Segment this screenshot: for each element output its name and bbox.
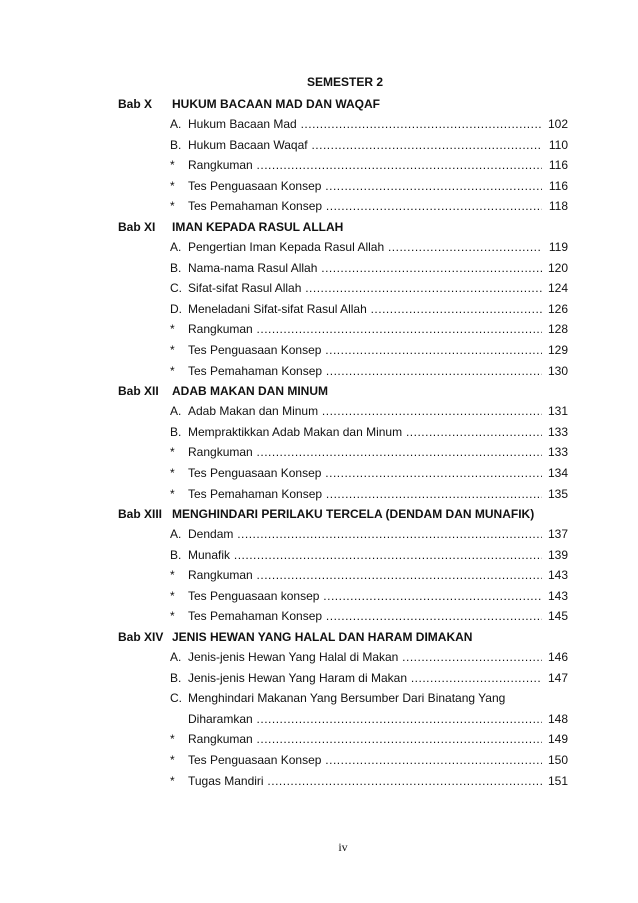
table-of-contents — [118, 94, 568, 791]
entry-title: Rangkuman ..... — [188, 319, 542, 340]
entry-title: Menghindari Makanan Yang Bersumber Dari Binatang Yang — [188, 691, 506, 706]
entry-marker: * — [170, 322, 175, 337]
entry-title: Tes Pemahaman Konsep ..... — [188, 196, 542, 217]
entry-page-number: 124 — [547, 281, 568, 296]
entry-title: Tes Penguasaan konsep ..... — [188, 586, 542, 607]
entry-marker: * — [170, 342, 175, 357]
entry-marker: C. — [170, 691, 182, 706]
entry-page-number: 102 — [547, 117, 568, 131]
entry-page-number: 130 — [547, 363, 568, 378]
toc-entry[interactable] — [118, 565, 568, 586]
entry-page-number: 133 — [547, 424, 568, 439]
toc-entry[interactable] — [118, 196, 568, 217]
toc-entry[interactable] — [118, 729, 568, 750]
entry-title: Tes Penguasaan Konsep ..... — [188, 463, 542, 484]
entry-title: Pengertian Iman Kepada Rasul Allah ..... — [188, 237, 542, 258]
entry-title: Adab Makan dan Minum ..... — [188, 401, 542, 422]
entry-page-number: 146 — [547, 650, 568, 665]
chapter-number: Bab XII — [118, 384, 159, 399]
entry-marker: * — [170, 588, 175, 603]
toc-entry[interactable] — [118, 340, 568, 361]
toc-entry[interactable] — [118, 606, 568, 627]
toc-entry[interactable] — [118, 586, 568, 607]
entry-marker: A. — [170, 650, 182, 665]
entry-page-number: 128 — [547, 322, 568, 337]
toc-entry[interactable] — [118, 258, 568, 279]
chapter-title: MENGHINDARI PERILAKU TERCELA (DENDAM DAN MUNAFIK) — [172, 507, 535, 522]
toc-entry[interactable] — [118, 319, 568, 340]
chapter-heading — [118, 94, 568, 114]
toc-entry[interactable] — [118, 299, 568, 320]
entry-page-number: 149 — [547, 732, 568, 747]
entry-marker: * — [170, 178, 175, 193]
toc-entry[interactable] — [118, 135, 568, 156]
chapter-number: Bab XIII — [118, 507, 163, 522]
entry-title: Hukum Bacaan Waqaf ..... — [188, 135, 542, 156]
entry-title: Tes Pemahaman Konsep ..... — [188, 606, 542, 627]
entry-title: Tes Penguasaan Konsep ..... — [188, 176, 542, 197]
toc-entry[interactable] — [118, 771, 568, 792]
entry-marker: * — [170, 445, 175, 460]
entry-page-number: 151 — [547, 773, 568, 788]
toc-entry[interactable] — [118, 237, 568, 258]
entry-title: Dendam ..... — [188, 524, 542, 545]
chapter-heading — [118, 217, 568, 237]
entry-marker: * — [170, 732, 175, 747]
entry-title: Tes Pemahaman Konsep ..... — [188, 361, 542, 382]
entry-marker: * — [170, 363, 175, 378]
entry-marker: B. — [170, 670, 182, 685]
entry-title: Tugas Mandiri ..... — [188, 771, 542, 792]
entry-title: Tes Penguasaan Konsep ..... — [188, 750, 542, 771]
entry-page-number: 110 — [548, 137, 568, 152]
toc-entry[interactable] — [118, 442, 568, 463]
entry-page-number: 150 — [547, 753, 568, 768]
chapter-number: Bab XI — [118, 219, 156, 234]
entry-title: Tes Pemahaman Konsep ..... — [188, 484, 542, 505]
page-number-footer: iv — [338, 840, 348, 854]
entry-marker: * — [170, 199, 175, 214]
entry-title: Nama-nama Rasul Allah ..... — [188, 258, 542, 279]
entry-title: Rangkuman ..... — [188, 442, 542, 463]
entry-title: Tes Penguasaan Konsep ..... — [188, 340, 542, 361]
chapter-heading — [118, 504, 568, 524]
entry-marker: * — [170, 773, 175, 788]
toc-entry[interactable] — [118, 361, 568, 382]
entry-marker: C. — [170, 281, 182, 296]
entry-page-number: 133 — [547, 445, 568, 460]
entry-marker: A. — [170, 117, 182, 131]
entry-page-number: 120 — [547, 260, 568, 275]
entry-title: Sifat-sifat Rasul Allah ..... — [188, 278, 542, 299]
entry-page-number: 119 — [548, 239, 568, 254]
entry-title: Meneladani Sifat-sifat Rasul Allah ..... — [188, 299, 542, 320]
entry-page-number: 129 — [547, 342, 568, 357]
entry-title: Diharamkan ..... — [188, 709, 542, 730]
entry-page-number: 145 — [547, 609, 568, 624]
entry-title: Mempraktikkan Adab Makan dan Minum ..... — [188, 422, 542, 443]
toc-entry[interactable] — [118, 114, 568, 135]
entry-page-number: 134 — [547, 465, 568, 480]
chapter-heading — [118, 381, 568, 401]
entry-page-number: 148 — [547, 711, 568, 726]
toc-entry[interactable] — [118, 750, 568, 771]
entry-page-number: 126 — [547, 301, 568, 316]
entry-marker: A. — [170, 404, 182, 419]
chapter-title: IMAN KEPADA RASUL ALLAH — [172, 219, 344, 234]
entry-page-number: 137 — [547, 527, 568, 542]
entry-marker: B. — [170, 547, 182, 562]
entry-page-number: 135 — [547, 486, 568, 501]
entry-marker: B. — [170, 260, 182, 275]
entry-page-number: 139 — [547, 547, 568, 562]
entry-title: Jenis-jenis Hewan Yang Haram di Makan ..... — [188, 668, 542, 689]
chapter-heading — [118, 627, 568, 647]
toc-entry[interactable] — [118, 545, 568, 566]
toc-entry[interactable] — [118, 155, 568, 176]
toc-entry[interactable] — [118, 463, 568, 484]
entry-marker: B. — [170, 424, 182, 439]
toc-entry[interactable] — [118, 647, 568, 668]
toc-entry[interactable] — [118, 524, 568, 545]
entry-marker: * — [170, 465, 175, 480]
entry-marker: A. — [170, 527, 182, 542]
entry-marker: * — [170, 158, 175, 173]
toc-entry[interactable] — [118, 668, 568, 689]
entry-page-number: 147 — [547, 670, 568, 685]
semester-heading: SEMESTER 2 — [306, 75, 384, 89]
entry-marker: * — [170, 568, 175, 583]
entry-page-number: 131 — [547, 404, 568, 419]
entry-marker: * — [170, 753, 175, 768]
entry-page-number: 116 — [548, 158, 568, 173]
toc-entry[interactable] — [118, 401, 568, 422]
chapter-title: ADAB MAKAN DAN MINUM — [172, 384, 328, 399]
entry-page-number: 143 — [547, 588, 568, 603]
entry-marker: * — [170, 609, 175, 624]
toc-entry[interactable] — [118, 422, 568, 443]
chapter-number: Bab X — [118, 97, 153, 111]
toc-entry[interactable] — [118, 709, 568, 730]
chapter-title: HUKUM BACAAN MAD DAN WAQAF — [172, 97, 380, 111]
toc-entry[interactable] — [118, 278, 568, 299]
entry-title: Rangkuman ..... — [188, 729, 542, 750]
entry-title: Jenis-jenis Hewan Yang Halal di Makan ..... — [188, 647, 542, 668]
toc-entry[interactable] — [118, 484, 568, 505]
toc-entry[interactable] — [118, 176, 568, 197]
entry-marker: D. — [170, 301, 182, 316]
entry-title: Munafik ..... — [188, 545, 542, 566]
entry-title: Rangkuman ..... — [188, 565, 542, 586]
entry-marker: B. — [170, 137, 182, 152]
chapter-number: Bab XIV — [118, 630, 164, 645]
entry-page-number: 116 — [548, 178, 568, 193]
entry-page-number: 143 — [547, 568, 568, 583]
entry-marker: * — [170, 486, 175, 501]
entry-title: Rangkuman ..... — [188, 155, 542, 176]
entry-page-number: 118 — [548, 199, 568, 214]
entry-title: Hukum Bacaan Mad ..... — [188, 114, 542, 135]
entry-marker: A. — [170, 239, 182, 254]
toc-entry[interactable] — [118, 688, 568, 709]
chapter-title: JENIS HEWAN YANG HALAL DAN HARAM DIMAKAN — [172, 630, 473, 645]
